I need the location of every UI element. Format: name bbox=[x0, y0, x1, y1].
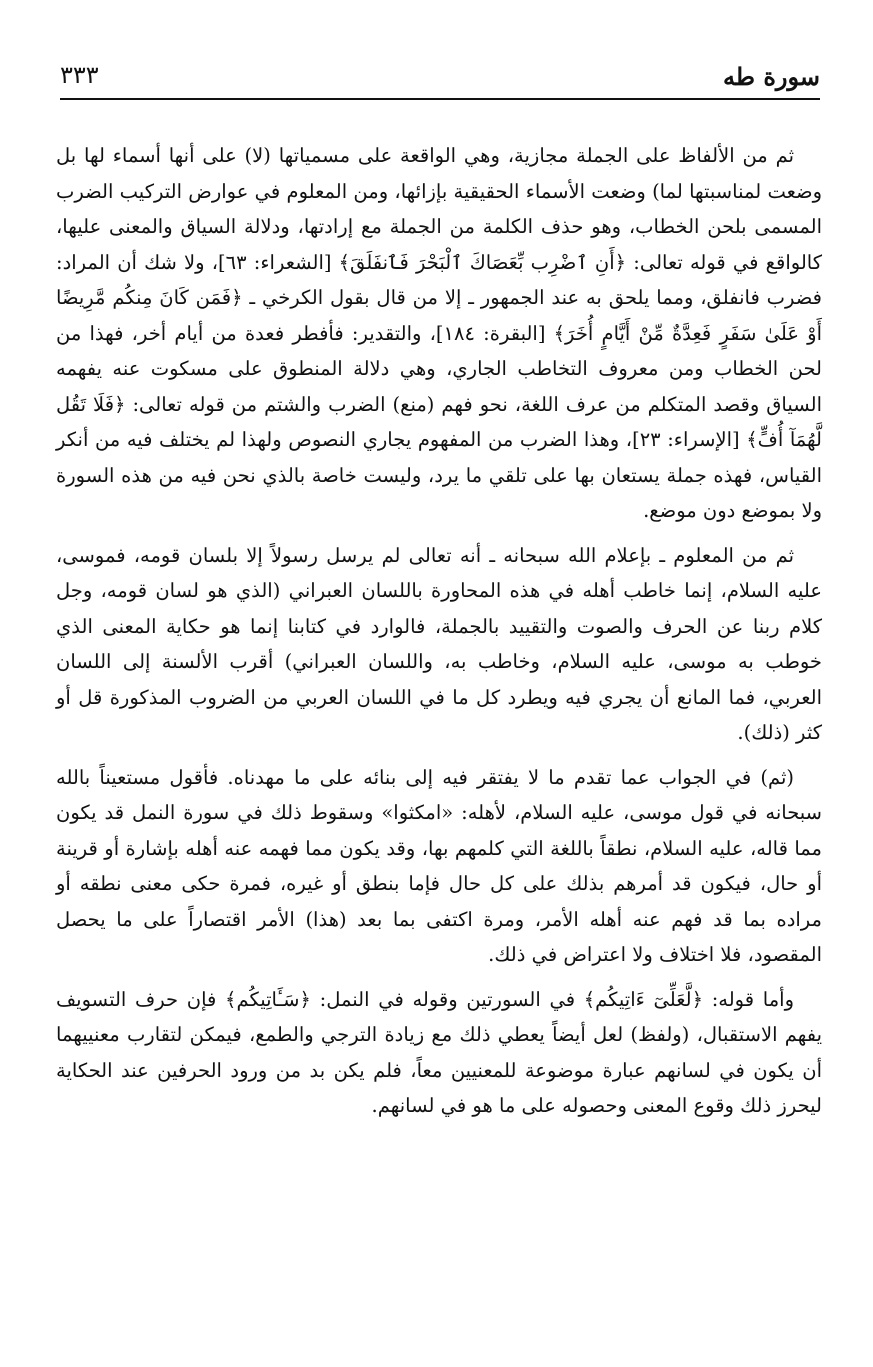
surah-title: سورة طه bbox=[723, 62, 820, 91]
paragraph-1: ثم من الألفاظ على الجملة مجازية، وهي الواقعة على مسمياتها (لا) على أنها أسماء لها بل وضعت لمناسبتها لما) وضعت الأسماء الحقيقية بإزائها، ومن المعلوم في عوارض التركيب الضرب المسمى بلحن الخطاب، وهو حذف الكلمة من الجملة مع إرادتها، ودلالة السياق والمعنى عليها، كالواقع في قوله تعالى: ﴿أَنِ ٱضْرِب بِّعَصَاكَ ٱلْبَحْرَ فَٱنفَلَقَ﴾ [الشعراء: ٦٣]، ولا شك أن المراد: فضرب فانفلق، ومما يلحق به عند الجمهور ـ إلا من قال بقول الكرخي ـ ﴿فَمَن كَانَ مِنكُم مَّرِيضًا أَوْ عَلَىٰ سَفَرٍ فَعِدَّةٌ مِّنْ أَيَّامٍ أُخَرَ﴾ [البقرة: ١٨٤]، والتقدير: فأفطر فعدة من أيام أخر، فهذا من لحن الخطاب ومن معروف التخاطب الجاري، وهي دلالة المنطوق على مسكوت عنه يفهمه السياق وقصد المتكلم من عرف اللغة، نحو فهم (منع) الضرب والشتم من قوله تعالى: ﴿فَلَا تَقُل لَّهُمَآ أُفٍّ﴾ [الإسراء: ٢٣]، وهذا الضرب من المفهوم يجاري النصوص ولهذا لم يختلف فيه من أنكر القياس، فهذه جملة يستعان بها على تلقي ما يرد، وليست خاصة بالذي نحن فيه من هذه السورة ولا بموضع دون موضع. bbox=[56, 144, 822, 522]
body-text bbox=[56, 138, 822, 1124]
paragraph-3: (ثم) في الجواب عما تقدم ما لا يفتقر فيه إلى بنائه على ما مهدناه. فأقول مستعيناً بالله سبحانه في قول موسى، عليه السلام، لأهله: «امكثوا» وسقوط ذلك في سورة النمل قد يكون مما قاله، عليه السلام، نطقاً باللغة التي كلمهم بها، وقد يكون مما فهمه عنه أهله بإشارة أو قرينة أو حال، فيكون قد أمرهم بذلك على كل حال فإما بنطق أو غيره، فمرة حكى معنى نطقه أو مراده بما قد فهم عنه أهله الأمر، ومرة اكتفى بما بعد (هذا) الأمر اقتصاراً على ما يحصل المقصود، فلا اختلاف ولا اعتراض في ذلك. bbox=[56, 765, 822, 966]
header-divider bbox=[60, 98, 820, 100]
paragraph-4: وأما قوله: ﴿لَّعَلِّىٓ ءَاتِيكُم﴾ في السورتين وقوله في النمل: ﴿سَـَٔاتِيكُم﴾ فإن حرف التسويف يفهم الاستقبال، (ولفظ) لعل أيضاً يعطي ذلك مع زيادة الترجي والطمع، فيمكن لتقارب معنييهما أن يكون في لسانهم عبارة موضوعة للمعنيين معاً، فلم يكن بد من ورود الحرفين عند الحكاية ليحرز ذلك وقوع المعنى وحصوله على ما هو في لسانهم. bbox=[56, 987, 822, 1117]
running-header bbox=[60, 56, 820, 96]
page-number: ٣٣٣ bbox=[60, 61, 99, 89]
paragraph-2: ثم من المعلوم ـ بإعلام الله سبحانه ـ أنه تعالى لم يرسل رسولاً إلا بلسان قومه، فموسى، عليه السلام، إنما خاطب أهله في هذه المحاورة باللسان العبراني (الذي هو لسان قومه، وجل كلام ربنا عن الحرف والصوت والتقييد بالجملة، فالوارد في كتابنا إنما هو حكاية المعنى الذي خوطب به موسى، عليه السلام، وخاطب به، واللسان العبراني) أقرب الألسنة إلى اللسان العربي، فما المانع أن يجري فيه ويطرد كل ما في اللسان العربي من الضروب المذكورة قل أو كثر (ذلك). bbox=[56, 543, 822, 744]
